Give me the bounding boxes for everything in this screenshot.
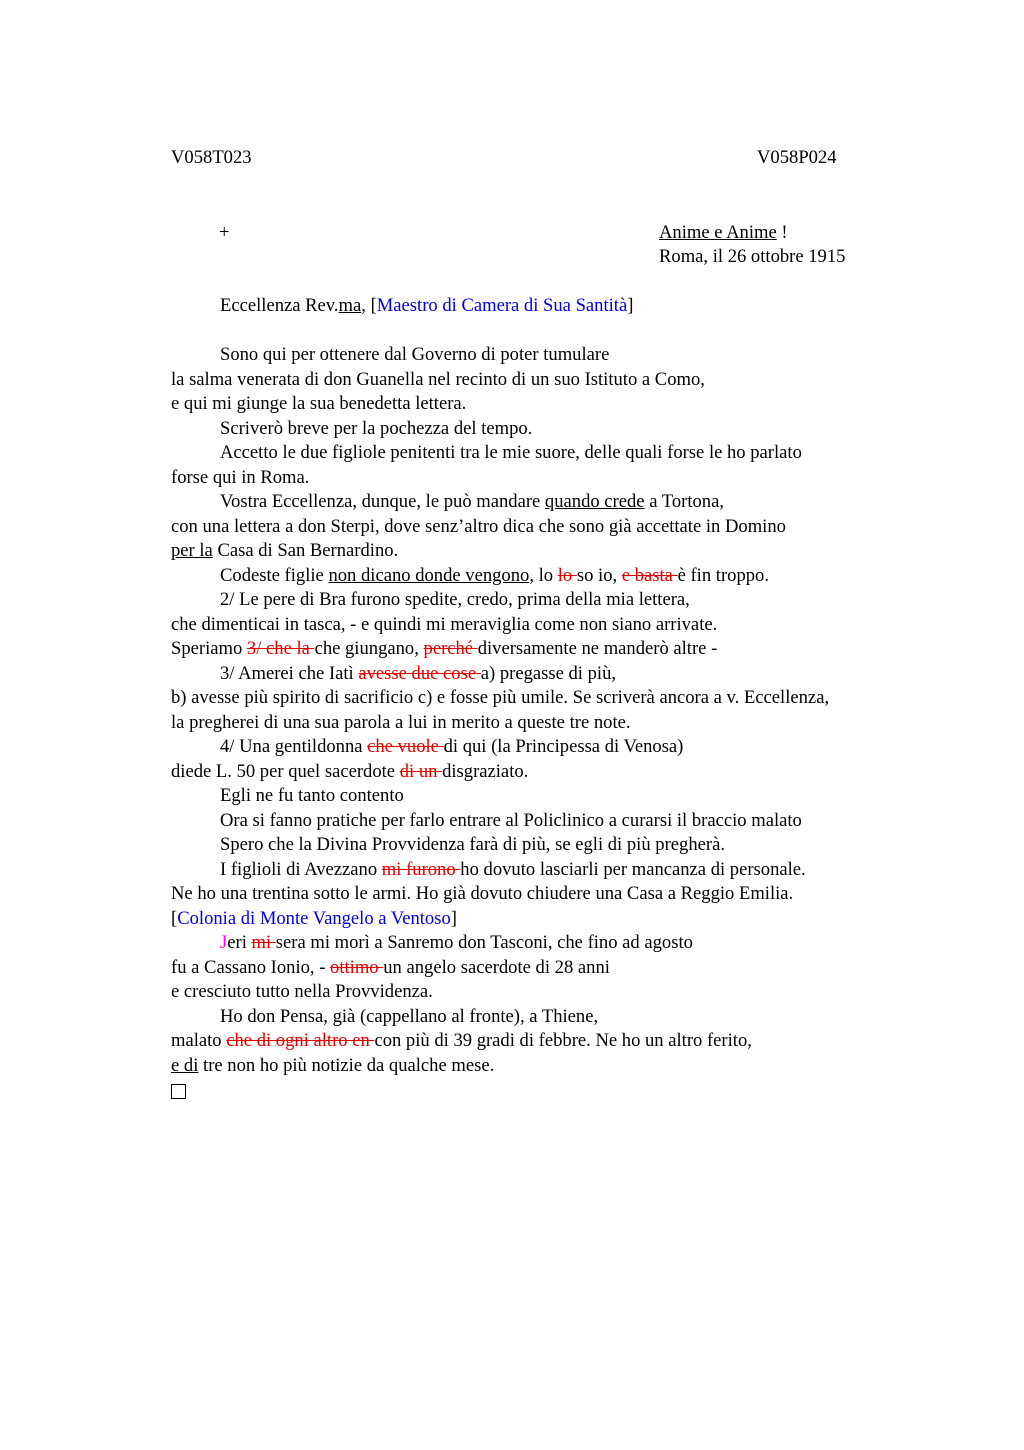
underlined-text: e di bbox=[171, 1054, 199, 1076]
deleted-text: 3/ che la bbox=[246, 638, 315, 659]
body-line bbox=[171, 343, 829, 368]
text: è fin troppo. bbox=[677, 564, 769, 586]
text: so io, bbox=[576, 564, 622, 586]
salutation bbox=[220, 294, 633, 318]
text: che dimenticai in tasca, - e quindi mi meraviglia come non siano arrivate. bbox=[171, 613, 718, 635]
underlined-text: non dicano donde vengono bbox=[328, 564, 530, 586]
motto-text: Anime e Anime bbox=[659, 222, 777, 243]
body-line bbox=[171, 760, 829, 785]
text: e cresciuto tutto nella Provvidenza. bbox=[171, 981, 433, 1002]
text: Ora si fanno pratiche per farlo entrare al Policlinico a curarsi il braccio malato bbox=[220, 809, 802, 831]
body-line bbox=[171, 956, 829, 981]
body-line bbox=[171, 588, 829, 613]
deleted-text: avesse due cose bbox=[358, 662, 481, 684]
document-code-left: V058T023 bbox=[171, 147, 252, 168]
text: ] bbox=[450, 907, 457, 929]
body-line bbox=[171, 711, 829, 736]
body-line bbox=[171, 368, 829, 393]
body-line bbox=[171, 441, 829, 466]
text: malato bbox=[171, 1030, 227, 1051]
deleted-text: perché bbox=[423, 638, 478, 659]
text: con una lettera a don Sterpi, dove senz’altro dica che sono già accettate in Domino bbox=[171, 515, 786, 537]
body-line bbox=[171, 392, 829, 417]
recipient-annotation: Maestro di Camera di Sua Santità bbox=[376, 295, 628, 316]
body-line bbox=[171, 662, 829, 687]
text: tre non ho più notizie da qualche mese. bbox=[198, 1054, 495, 1076]
body-line bbox=[171, 735, 829, 760]
text: diede L. 50 per quel sacerdote bbox=[171, 760, 400, 782]
cross-sign: + bbox=[219, 222, 230, 243]
body-line bbox=[171, 686, 829, 711]
highlighted-letter: J bbox=[220, 932, 228, 953]
text: [ bbox=[171, 907, 178, 929]
body-line bbox=[171, 1029, 829, 1054]
text: Spero che la Divina Provvidenza farà di più, se egli di più pregherà. bbox=[220, 834, 725, 855]
body-line bbox=[171, 882, 829, 907]
text: 3/ Amerei che Iatì bbox=[220, 662, 359, 684]
text: Egli ne fu tanto contento bbox=[220, 785, 404, 806]
text: Scriverò breve per la pochezza del tempo. bbox=[220, 417, 533, 439]
text: diversamente ne manderò altre - bbox=[477, 638, 718, 659]
body-line bbox=[171, 907, 829, 932]
text: 2/ Le pere di Bra furono spedite, credo, prima della mia lettera, bbox=[220, 589, 690, 610]
letter-body bbox=[171, 343, 829, 1103]
body-line bbox=[171, 784, 829, 809]
body-line bbox=[171, 1054, 829, 1079]
text: la salma venerata di don Guanella nel recinto di un suo Istituto a Como, bbox=[171, 368, 705, 390]
text: e qui mi giunge la sua benedetta lettera. bbox=[171, 393, 467, 414]
body-line bbox=[171, 637, 829, 662]
letter-motto bbox=[659, 221, 788, 245]
text: Speriamo bbox=[171, 638, 247, 659]
text: Casa di San Bernardino. bbox=[212, 540, 399, 561]
deleted-text: di un bbox=[399, 760, 443, 782]
body-line bbox=[171, 490, 829, 515]
body-line bbox=[171, 833, 829, 858]
text: Ho don Pensa, già (cappellano al fronte), a Thiene, bbox=[220, 1005, 599, 1027]
body-line bbox=[171, 809, 829, 834]
end-square-icon bbox=[171, 1084, 186, 1099]
body-line bbox=[171, 613, 829, 638]
body-line bbox=[171, 931, 829, 956]
text: I figlioli di Avezzano bbox=[220, 858, 382, 880]
deleted-text: mi furono bbox=[381, 858, 461, 880]
text: , lo bbox=[529, 564, 558, 586]
body-line bbox=[171, 466, 829, 491]
text: Codeste figlie bbox=[220, 564, 329, 586]
end-marker-line bbox=[171, 1078, 829, 1103]
body-line bbox=[171, 858, 829, 883]
body-line bbox=[171, 515, 829, 540]
body-line bbox=[171, 539, 829, 564]
document-code-right: V058P024 bbox=[757, 147, 837, 168]
deleted-text: e basta bbox=[621, 564, 678, 586]
text: la pregherei di una sua parola a lui in merito a queste tre note. bbox=[171, 711, 631, 733]
text: ho dovuto lasciarli per mancanza di personale. bbox=[460, 858, 806, 880]
salutation-separator: , [ bbox=[361, 295, 377, 316]
deleted-text: ottimo bbox=[330, 956, 384, 978]
deleted-text: lo bbox=[557, 564, 577, 586]
motto-suffix: ! bbox=[776, 222, 788, 243]
salutation-close: ] bbox=[627, 295, 634, 316]
text: Sono qui per ottenere dal Governo di poter tumulare bbox=[220, 344, 610, 365]
text: disgraziato. bbox=[442, 760, 529, 782]
text: Accetto le due figliole penitenti tra le mie suore, delle quali forse le ho parlato bbox=[220, 442, 802, 463]
text: a Tortona, bbox=[644, 491, 724, 512]
text: Vostra Eccellenza, dunque, le può mandare bbox=[220, 491, 545, 512]
underlined-text: quando crede bbox=[544, 491, 645, 512]
body-line bbox=[171, 980, 829, 1005]
text: fu a Cassano Ionio, - bbox=[171, 956, 331, 978]
text: che giungano, bbox=[314, 638, 424, 659]
editorial-annotation: Colonia di Monte Vangelo a Ventoso bbox=[177, 907, 451, 929]
text: b) avesse più spirito di sacrificio c) e fosse più umile. Se scriverà ancora a v. Eccellenza, bbox=[171, 687, 830, 708]
salutation-ma: ma bbox=[338, 295, 362, 316]
text: di qui (la Principessa di Venosa) bbox=[443, 736, 684, 757]
text: un angelo sacerdote di 28 anni bbox=[383, 956, 610, 978]
text: sera mi morì a Sanremo don Tasconi, che fino ad agosto bbox=[275, 932, 693, 953]
salutation-prefix: Eccellenza Rev. bbox=[220, 295, 339, 316]
text: eri bbox=[227, 932, 252, 953]
text: con più di 39 gradi di febbre. Ne ho un altro ferito, bbox=[374, 1030, 752, 1051]
body-line bbox=[171, 417, 829, 442]
text: 4/ Una gentildonna bbox=[220, 736, 368, 757]
place-date: Roma, il 26 ottobre 1915 bbox=[659, 246, 846, 267]
underlined-text: per la bbox=[171, 540, 213, 561]
deleted-text: che vuole bbox=[367, 736, 444, 757]
deleted-text: che di ogni altro en bbox=[226, 1030, 375, 1051]
text: a) pregasse di più, bbox=[480, 662, 617, 684]
body-line bbox=[171, 1005, 829, 1030]
text: Ne ho una trentina sotto le armi. Ho già dovuto chiudere una Casa a Reggio Emilia. bbox=[171, 883, 794, 904]
text: forse qui in Roma. bbox=[171, 466, 310, 488]
body-line bbox=[171, 564, 829, 589]
deleted-text: mi bbox=[251, 932, 276, 953]
